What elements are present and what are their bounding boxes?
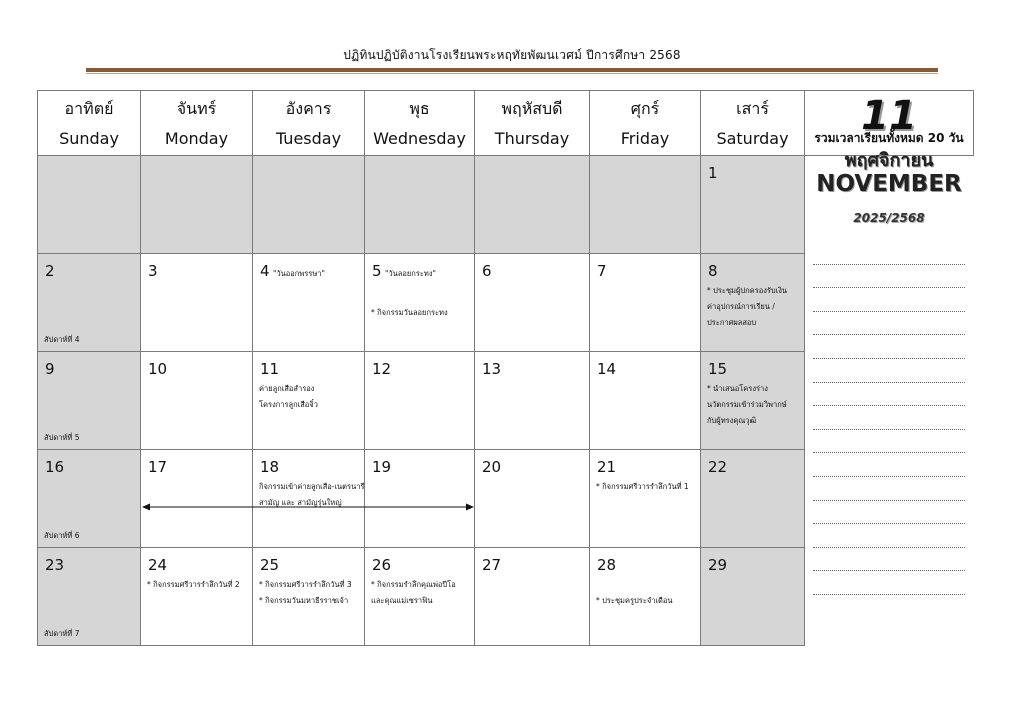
dotted-line [813,406,965,430]
weekday-header-sunday: อาทิตย์ Sunday [38,91,141,156]
day-number: 29 [708,556,728,574]
weekday-header-monday: จันทร์ Monday [141,91,253,156]
event-note: กิจกรรมเข้าค่ายลูกเสือ-เนตรนารี [259,482,365,491]
day-number: 3 [148,262,158,280]
event-note: * กิจกรรมวันลอยกระทง [371,308,448,317]
title-rule-thin [86,73,938,74]
week-label: สัปดาห์ที่ 7 [44,629,80,638]
day-number: 14 [597,360,617,378]
event-note: * กิจกรรมศรีวารรำลึกวันที่ 3 [259,580,352,589]
month-year: 2025/2568 [853,211,925,225]
day-number: 15 [708,360,728,378]
weekday-header-thursday: พฤหัสบดี Thursday [475,91,590,156]
day-number: 6 [482,262,492,280]
day-cell [365,352,475,450]
event-note: * กิจกรรมศรีวารรำลึกวันที่ 2 [147,580,240,589]
event-note: นวัตกรรมเข้าร่วมวิพากษ์ [707,400,787,409]
week-label: สัปดาห์ที่ 4 [44,335,80,344]
dotted-line [813,571,965,595]
event-note: โครงการลูกเสือจิ๋ว [259,400,318,409]
day-cell [701,156,805,254]
dotted-line [813,335,965,359]
day-number: 23 [45,556,65,574]
event-note: * กิจกรรมรำลึกคุณพ่อปีโอ [371,580,456,589]
day-cell [701,254,805,352]
total-study-days: รวมเวลาเรียนทั้งหมด 20 วัน [814,131,964,145]
event-note: และคุณแม่เซราฟิน [371,596,433,605]
day-number: 13 [482,360,502,378]
holiday-label: "วันออกพรรษา" [273,269,325,278]
event-note: สามัญ และ สามัญรุ่นใหญ่ [259,498,342,507]
day-cell [475,352,590,450]
day-cell [141,156,253,254]
day-number: 10 [148,360,168,378]
month-sidebar [805,91,974,225]
day-number: 27 [482,556,502,574]
day-cell [253,548,365,646]
dotted-line [813,265,965,289]
dotted-line [813,477,965,501]
dotted-line [813,453,965,477]
dotted-line [813,524,965,548]
dotted-line [813,430,965,454]
weekday-header-saturday: เสาร์ Saturday [701,91,805,156]
day-cell [365,450,475,548]
day-number: 8 [708,262,718,280]
day-cell [141,352,253,450]
day-number: 2 [45,262,55,280]
day-cell [38,548,141,646]
day-cell [38,352,141,450]
day-number: 21 [597,458,617,476]
day-number: 20 [482,458,502,476]
day-number: 12 [372,360,392,378]
event-note: * ประชุมผู้ปกครองรับเงิน [707,286,788,295]
day-cell [590,254,701,352]
event-note: * ประชุมครูประจำเดือน [596,596,673,605]
day-cell [475,450,590,548]
day-cell [253,450,365,548]
day-number: 9 [45,360,55,378]
dotted-line [813,288,965,312]
month-number: 11 [861,93,917,139]
day-cell [38,254,141,352]
day-cell [365,548,475,646]
calendar-table [37,90,974,646]
day-cell [253,254,365,352]
event-note: ค่าอุปกรณ์การเรียน / [707,302,775,311]
day-cell [590,450,701,548]
weekday-header-wednesday: พุธ Wednesday [365,91,475,156]
event-note: ประกาศผลสอบ [707,318,757,327]
document-title: ปฏิทินปฏิบัติงานโรงเรียนพระหฤทัยพัฒนเวศม์ ปีการศึกษา 2568 [343,48,681,62]
weekday-header-tuesday: อังคาร Tuesday [253,91,365,156]
day-cell [38,450,141,548]
day-cell [590,156,701,254]
day-number: 16 [45,458,65,476]
event-note: * กิจกรรมศรีวารรำลึกวันที่ 1 [596,482,689,491]
day-cell [365,254,475,352]
event-note: * กิจกรรมวันมหาธีรราชเจ้า [259,596,349,605]
day-cell [475,254,590,352]
day-number: 18 [260,458,280,476]
day-number: 1 [708,164,718,182]
day-cell [253,352,365,450]
day-number: 19 [372,458,392,476]
day-number: 25 [260,556,280,574]
day-cell [701,548,805,646]
title-rule [86,68,938,72]
month-name-english: NOVEMBER [816,171,962,197]
day-number: 4 [260,262,270,280]
weekday-header-friday: ศุกร์ Friday [590,91,701,156]
dotted-line [813,501,965,525]
notes-lines [813,241,965,595]
holiday-label: "วันลอยกระทง" [385,269,436,278]
day-cell [701,352,805,450]
day-cell [590,548,701,646]
week-label: สัปดาห์ที่ 6 [44,531,80,540]
day-cell [141,450,253,548]
week-label: สัปดาห์ที่ 5 [44,433,80,442]
day-number: 7 [597,262,607,280]
event-note: * นำเสนอโครงร่าง [707,384,768,393]
day-cell [253,156,365,254]
day-cell [701,450,805,548]
day-cell [38,156,141,254]
dotted-line [813,383,965,407]
day-cell [141,254,253,352]
dotted-line [813,359,965,383]
day-number: 22 [708,458,728,476]
day-cell [590,352,701,450]
dotted-line [813,548,965,572]
event-note: กับผู้ทรงคุณวุฒิ [707,416,757,425]
day-cell [141,548,253,646]
day-cell [475,548,590,646]
day-number: 5 [372,262,382,280]
day-cell [365,156,475,254]
event-note: ค่ายลูกเสือสำรอง [259,384,315,393]
day-number: 28 [597,556,617,574]
month-name-thai: พฤศจิกายน [844,150,934,171]
day-number: 26 [372,556,392,574]
dotted-line [813,241,965,265]
dotted-line [813,312,965,336]
day-number: 24 [148,556,168,574]
day-cell [475,156,590,254]
day-number: 17 [148,458,168,476]
event-span-arrow [142,501,474,513]
day-number: 11 [260,360,280,378]
